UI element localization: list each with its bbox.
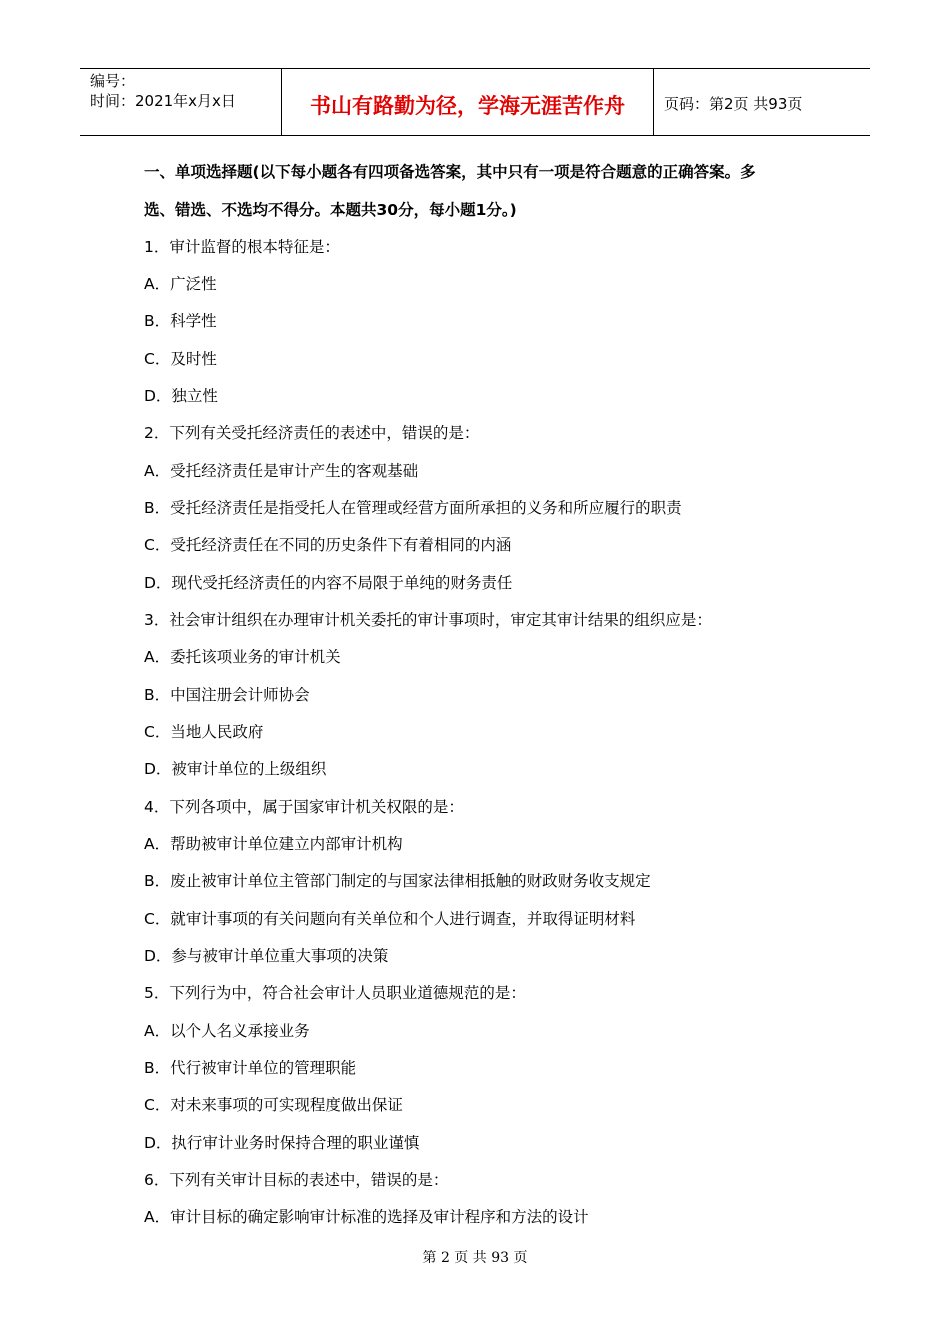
page-footer: 第 2 页 共 93 页 <box>422 1250 528 1266</box>
option-line: B．废止被审计单位主管部门制定的与国家法律相抵触的财政财务收支规定 <box>144 872 651 890</box>
option-line: C．及时性 <box>144 350 217 368</box>
option-line: C．受托经济责任在不同的历史条件下有着相同的内涵 <box>144 536 512 554</box>
number-label: 编号： <box>90 72 136 90</box>
option-line: B．科学性 <box>144 312 217 330</box>
header-meta <box>80 69 281 135</box>
option-line: B．中国注册会计师协会 <box>144 686 310 704</box>
option-line: A．广泛性 <box>144 275 217 293</box>
page-header <box>80 68 870 136</box>
option-line: C．就审计事项的有关问题向有关单位和个人进行调查，并取得证明材料 <box>144 910 636 928</box>
option-line: C．对未来事项的可实现程度做出保证 <box>144 1096 403 1114</box>
question-line: 4．下列各项中，属于国家审计机关权限的是： <box>144 798 464 816</box>
option-line: A．委托该项业务的审计机关 <box>144 648 341 666</box>
option-line: D．现代受托经济责任的内容不局限于单纯的财务责任 <box>144 574 513 592</box>
option-line: D．参与被审计单位重大事项的决策 <box>144 947 389 965</box>
option-line: C．当地人民政府 <box>144 723 264 741</box>
header-page-info: 页码：第2页 共93页 <box>664 94 803 113</box>
option-line: B．代行被审计单位的管理职能 <box>144 1059 357 1077</box>
option-line: A．审计目标的确定影响审计标准的选择及审计程序和方法的设计 <box>144 1208 589 1226</box>
option-line: A．受托经济责任是审计产生的客观基础 <box>144 462 419 480</box>
section-heading-line2: 选、错选、不选均不得分。本题共30分，每小题1分。) <box>144 201 517 219</box>
option-line: D．独立性 <box>144 387 218 405</box>
option-line: D．被审计单位的上级组织 <box>144 760 327 778</box>
option-line: A．帮助被审计单位建立内部审计机构 <box>144 835 403 853</box>
option-line: B．受托经济责任是指受托人在管理或经营方面所承担的义务和所应履行的职责 <box>144 499 682 517</box>
option-line: A．以个人名义承接业务 <box>144 1022 310 1040</box>
option-line: D．执行审计业务时保持合理的职业谨慎 <box>144 1134 420 1152</box>
question-line: 1．审计监督的根本特征是： <box>144 238 340 256</box>
question-line: 5．下列行为中，符合社会审计人员职业道德规范的是： <box>144 984 526 1002</box>
header-motto: 书山有路勤为径，学海无涯苦作舟 <box>281 69 654 135</box>
question-line: 2．下列有关受托经济责任的表述中，错误的是： <box>144 424 480 442</box>
question-line: 3．社会审计组织在办理审计机关委托的审计事项时，审定其审计结果的组织应是： <box>144 611 712 629</box>
section-heading-line1: 一、单项选择题(以下每小题各有四项备选答案，其中只有一项是符合题意的正确答案。多 <box>144 163 756 181</box>
question-line: 6．下列有关审计目标的表述中，错误的是： <box>144 1171 449 1189</box>
time-label: 时间：2021年x月x日 <box>90 92 236 110</box>
